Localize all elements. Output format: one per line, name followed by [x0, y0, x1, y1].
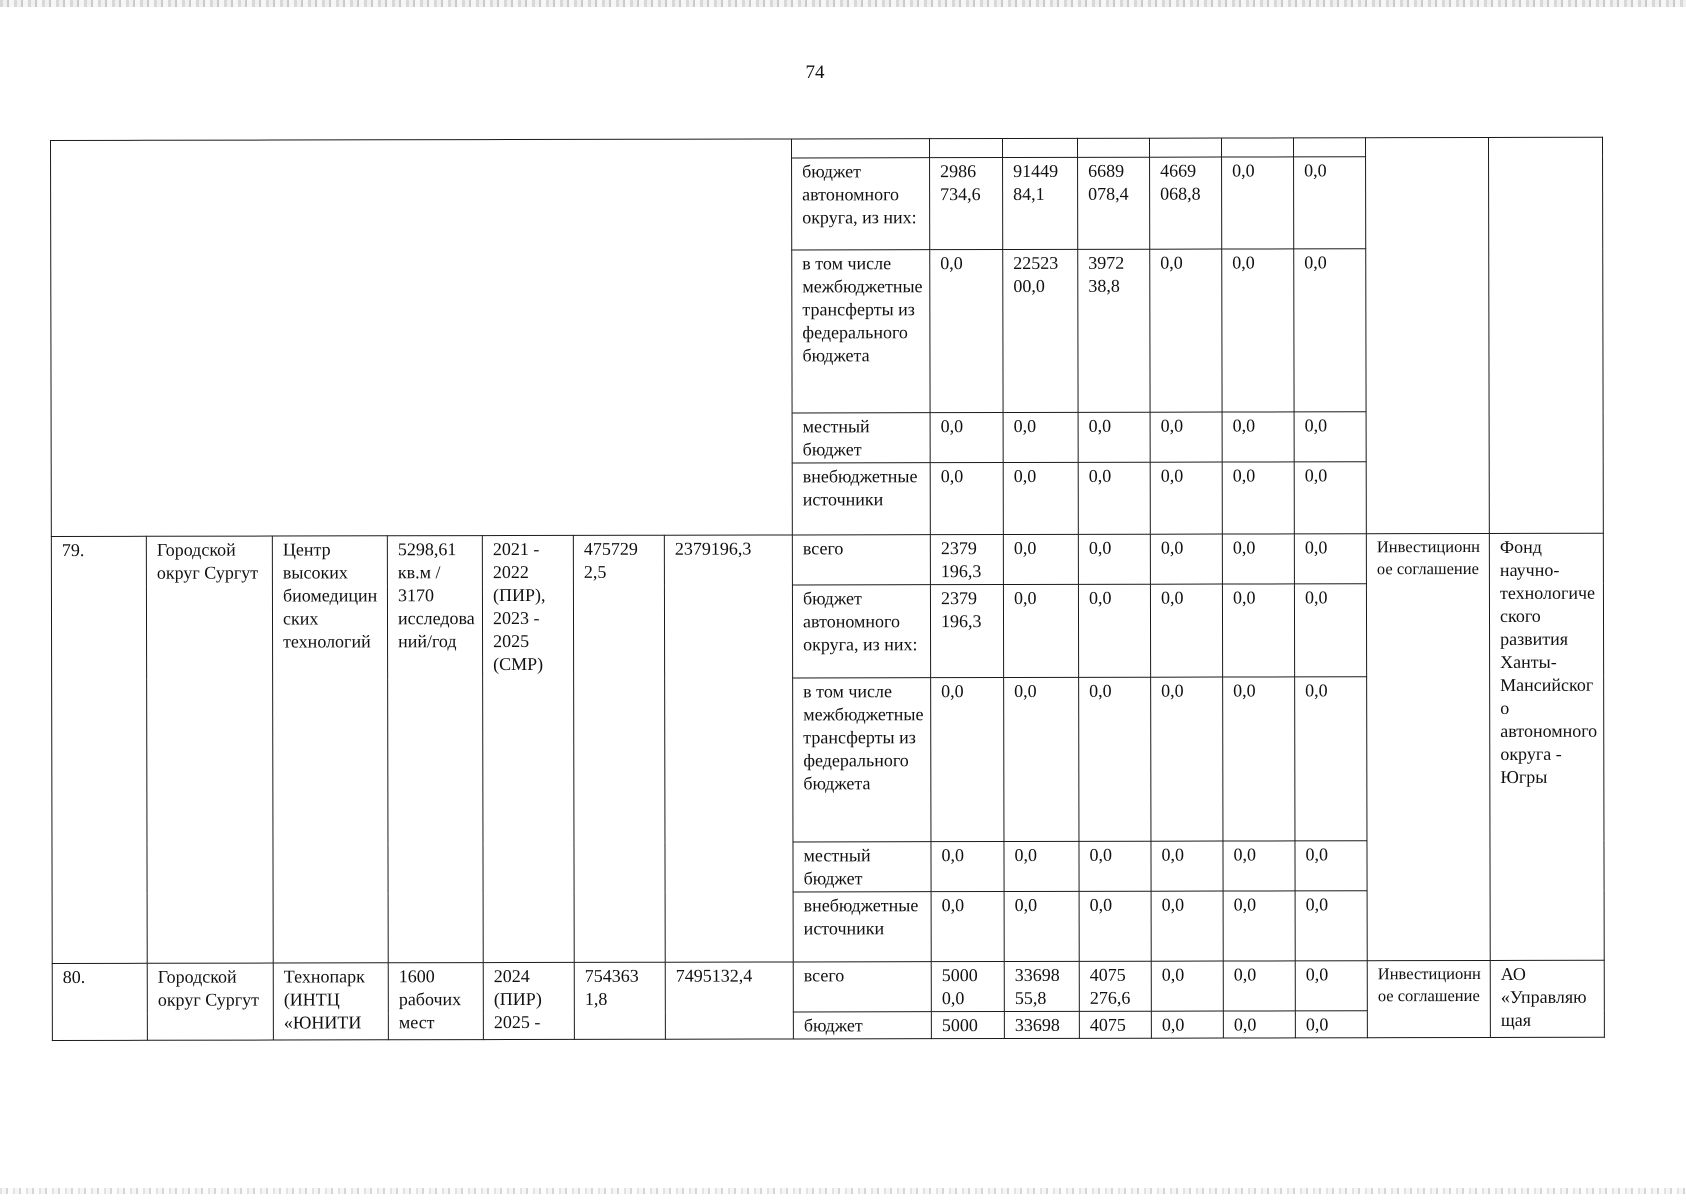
funding-value: 0,0: [1294, 584, 1366, 677]
funding-value: 0,0: [1003, 534, 1078, 584]
funding-value: 0,0: [1222, 157, 1294, 249]
territory: Городской округ Сургут: [146, 536, 273, 963]
funding-value: 0,0: [1222, 534, 1294, 584]
object-name: Центр высоких биомедицинских технологий: [272, 536, 388, 963]
funding-value: 0,0: [1295, 677, 1367, 841]
investment-projects-table: [50, 137, 1605, 1041]
funding-value: 0,0: [1222, 249, 1294, 412]
funding-value: 5000 0,0: [931, 962, 1004, 1012]
funding-value: 0,0: [1295, 891, 1367, 961]
funding-value: 0,0: [1294, 412, 1366, 462]
funding-value: 33698 55,8: [1004, 961, 1079, 1011]
remaining-cost: 2379196,3: [664, 535, 793, 962]
funding-source-label: бюджет автономного округа, из них:: [792, 585, 930, 678]
funding-value: 33698: [1004, 1011, 1079, 1038]
scan-edge-bottom: [0, 1188, 1686, 1194]
funding-value: 0,0: [1294, 462, 1366, 534]
funding-value: 0,0: [1223, 891, 1295, 961]
funding-value: 0,0: [1003, 462, 1078, 534]
continuation-blank: [51, 139, 793, 537]
funding-value: 0,0: [1004, 891, 1079, 961]
funding-value: 0,0: [1151, 677, 1223, 841]
funding-value: 0,0: [930, 463, 1003, 535]
funding-source-label: в том числе межбюджетные трансферты из федерального бюджета: [793, 678, 931, 842]
territory: Городской округ Сургут: [147, 963, 273, 1040]
continuation-executor: [1489, 137, 1604, 533]
funding-value: 4075: [1079, 1011, 1151, 1038]
funding-value: 0,0: [1294, 157, 1366, 249]
funding-source-label: местный бюджет: [792, 413, 930, 463]
table-row: [51, 533, 1603, 586]
funding-value: 0,0: [1222, 462, 1294, 534]
funding-value: 2379 196,3: [930, 585, 1003, 678]
funding-value: 0,0: [930, 413, 1003, 463]
funding-value: 91449 84,1: [1003, 157, 1078, 249]
capacity: 5298,61 кв.м / 3170 исследований/год: [387, 536, 483, 963]
funding-value: 0,0: [1223, 677, 1295, 841]
implementation-mechanism: Инвестиционное соглашение: [1367, 960, 1490, 1037]
continuation-mechanism: [1366, 137, 1490, 533]
funding-source-label: бюджет автономного округа, из них:: [792, 158, 930, 250]
funding-value: 0,0: [1079, 841, 1151, 891]
total-cost: 754363 1,8: [574, 962, 665, 1039]
row-number: 79.: [51, 536, 147, 963]
funding-value: 0,0: [1223, 961, 1295, 1011]
funding-value: 0,0: [931, 842, 1004, 892]
funding-value: 0,0: [1079, 891, 1151, 961]
funding-value: 0,0: [931, 678, 1004, 842]
funding-value: 6689 078,4: [1078, 157, 1150, 249]
funding-value: 0,0: [1294, 534, 1366, 584]
funding-value: 0,0: [1150, 584, 1222, 677]
funding-value: 2986 734,6: [930, 158, 1003, 250]
scan-edge-top: [0, 0, 1686, 7]
funding-source-label: внебюджетные источники: [793, 892, 931, 962]
remaining-cost: 7495132,4: [665, 962, 793, 1039]
page-number: 74: [805, 62, 825, 83]
funding-source-label: всего: [792, 535, 930, 585]
executor: Фонд научно-технологического развития Ханты-Мансийского автономного округа - Югры: [1489, 533, 1604, 960]
funding-value: 0,0: [1294, 249, 1366, 412]
funding-value: 0,0: [1222, 412, 1294, 462]
spacer-row: [51, 137, 1603, 159]
funding-value: 0,0: [1150, 462, 1222, 534]
funding-value: 0,0: [1078, 584, 1150, 677]
row-number: 80.: [52, 963, 147, 1040]
funding-value: 0,0: [1004, 677, 1079, 841]
funding-source-label: всего: [793, 962, 931, 1012]
period: 2021 - 2022 (ПИР), 2023 - 2025 (СМР): [482, 535, 574, 962]
funding-value: 0,0: [1078, 412, 1150, 462]
funding-value: 0,0: [931, 892, 1004, 962]
implementation-mechanism: Инвестиционное соглашение: [1366, 533, 1490, 960]
funding-source-label: бюджет: [793, 1012, 931, 1039]
funding-value: 0,0: [1151, 1011, 1223, 1038]
funding-value: 3972 38,8: [1078, 249, 1150, 412]
total-cost: 475729 2,5: [573, 535, 665, 962]
object-name: Технопарк (ИНТЦ «ЮНИТИ: [273, 963, 388, 1040]
funding-value: 0,0: [1078, 534, 1150, 584]
funding-value: 0,0: [1295, 1011, 1367, 1038]
funding-value: 0,0: [1003, 412, 1078, 462]
funding-source-label: внебюджетные источники: [792, 463, 930, 535]
funding-value: 0,0: [1150, 412, 1222, 462]
funding-value: 0,0: [1151, 961, 1223, 1011]
table-row: [52, 960, 1604, 1013]
funding-value: 0,0: [1003, 584, 1078, 677]
funding-value: 0,0: [1223, 1011, 1295, 1038]
funding-value: 0,0: [930, 250, 1003, 413]
funding-value: 0,0: [1151, 891, 1223, 961]
funding-value: 22523 00,0: [1003, 249, 1078, 412]
period: 2024 (ПИР) 2025 -: [483, 962, 574, 1039]
funding-value: 0,0: [1078, 462, 1150, 534]
funding-source-label: в том числе межбюджетные трансферты из федерального бюджета: [792, 250, 930, 413]
funding-source-label: местный бюджет: [793, 842, 931, 892]
funding-value: 0,0: [1004, 841, 1079, 891]
funding-value: 0,0: [1150, 249, 1222, 412]
funding-value: 0,0: [1222, 584, 1294, 677]
capacity: 1600 рабочих мест: [388, 963, 483, 1040]
funding-value: 0,0: [1151, 841, 1223, 891]
funding-value: 0,0: [1295, 841, 1367, 891]
funding-value: 2379 196,3: [930, 535, 1003, 585]
funding-value: 0,0: [1079, 677, 1151, 841]
funding-value: 0,0: [1150, 534, 1222, 584]
funding-value: 5000: [931, 1012, 1004, 1039]
funding-value: 0,0: [1223, 841, 1295, 891]
funding-value: 4075 276,6: [1079, 961, 1151, 1011]
funding-value: 4669 068,8: [1150, 157, 1222, 249]
executor: АО «Управляющая: [1490, 960, 1604, 1037]
funding-value: 0,0: [1295, 961, 1367, 1011]
